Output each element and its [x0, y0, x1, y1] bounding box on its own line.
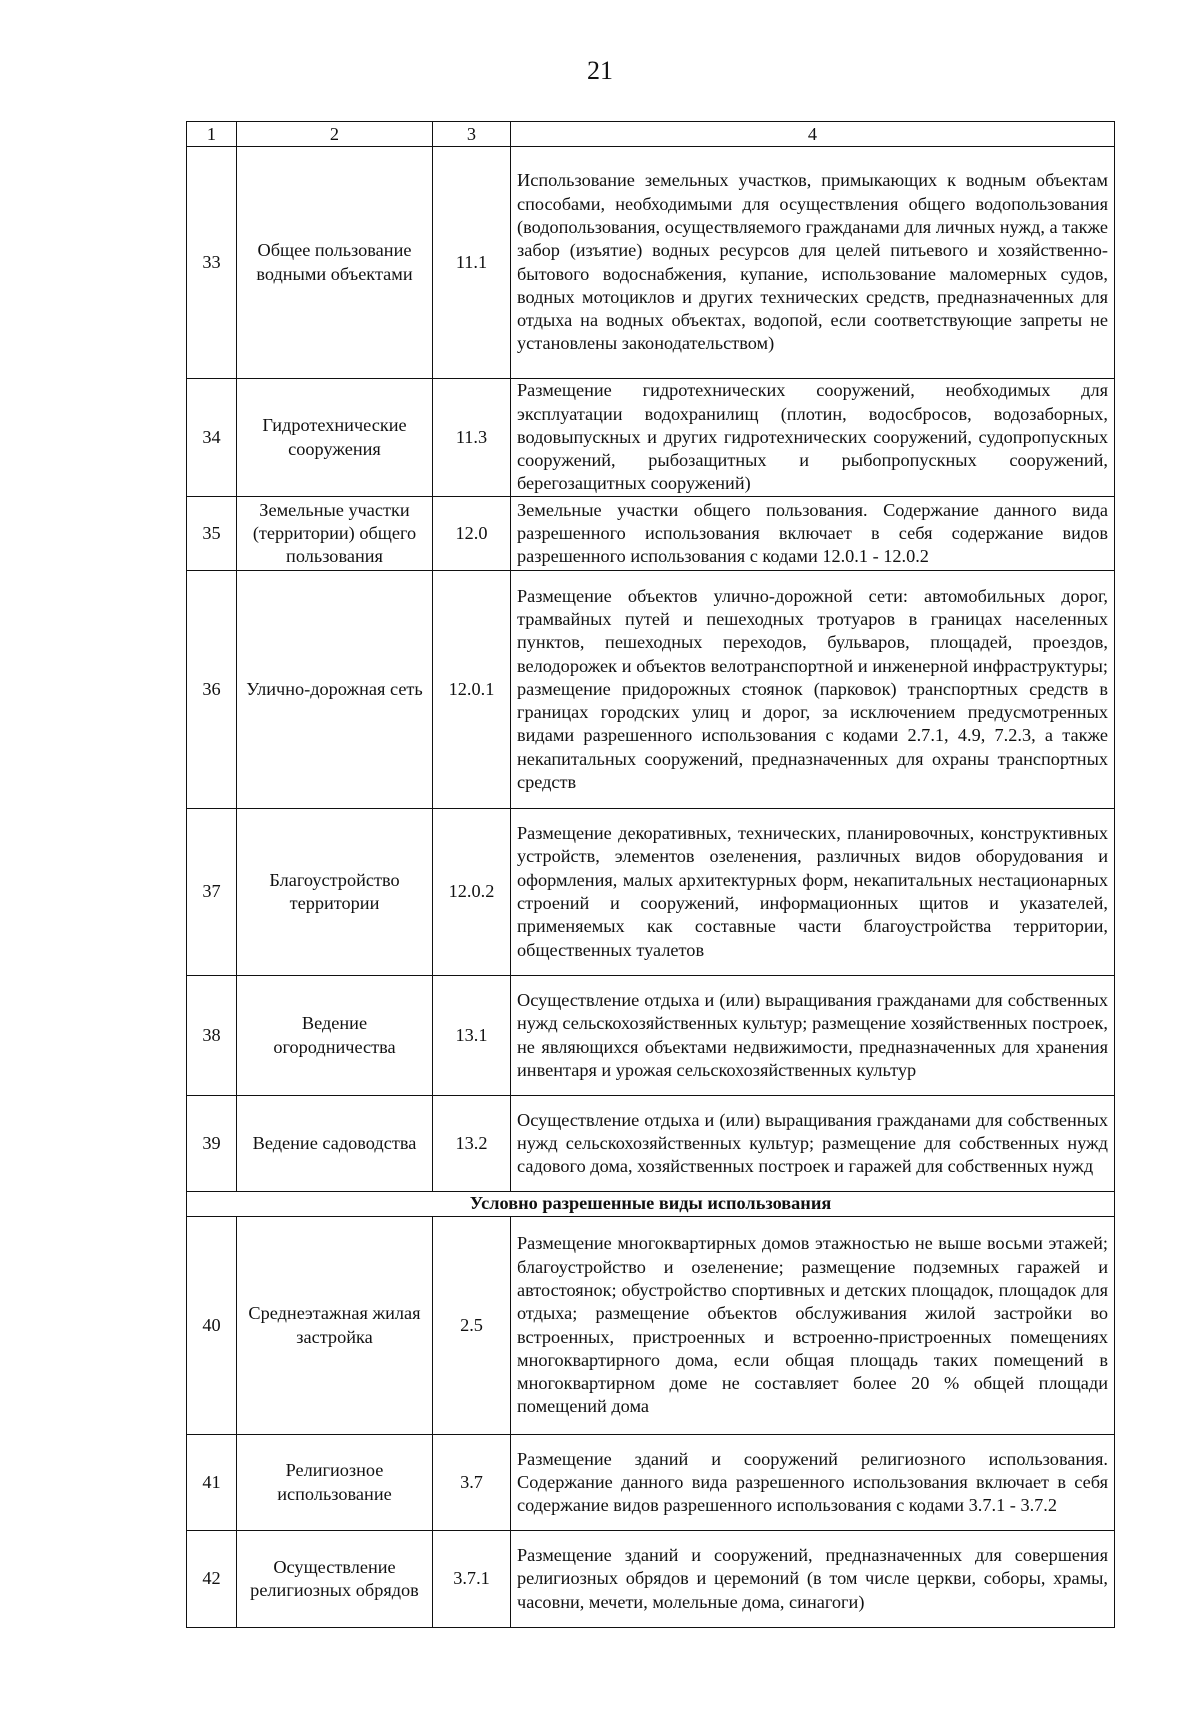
column-header: 1	[187, 122, 237, 147]
row-number: 39	[187, 1096, 237, 1192]
use-type-name: Земельные участки (территории) общего пользования	[237, 497, 433, 571]
row-number: 33	[187, 147, 237, 379]
use-type-description: Использование земельных участков, примыкающих к водным объектам способами, необходимыми для осуществления общего водопользования (водопользования, осуществляемого гражданами для личных нужд, а также забор (изъятие) водных ресурсов для целей питьевого и хозяйственно-бытового водоснабжения, купание, использование маломерных судов, водных мотоциклов и других технических средств, предназначенных для отдыха на водных объектах, водопой, если соответствующие запреты не установлены законодательством)	[511, 147, 1115, 379]
use-type-name: Религиозное использование	[237, 1435, 433, 1531]
column-header: 3	[433, 122, 511, 147]
row-number: 35	[187, 497, 237, 571]
use-type-name: Улично-дорожная сеть	[237, 571, 433, 809]
land-use-table	[186, 121, 1115, 1628]
section-header-row	[187, 1192, 1115, 1217]
use-type-code: 12.0.2	[433, 809, 511, 976]
use-type-code: 3.7.1	[433, 1531, 511, 1628]
table-row	[187, 1217, 1115, 1435]
use-type-description: Земельные участки общего пользования. Содержание данного вида разрешенного использования включает в себя содержание видов разрешенного использования с кодами 12.0.1 - 12.0.2	[511, 497, 1115, 571]
use-type-name: Гидротехнические сооружения	[237, 379, 433, 497]
page-number: 21	[587, 56, 613, 85]
use-type-code: 12.0.1	[433, 571, 511, 809]
row-number: 34	[187, 379, 237, 497]
row-number: 40	[187, 1217, 237, 1435]
section-title: Условно разрешенные виды использования	[187, 1192, 1115, 1217]
table-row	[187, 379, 1115, 497]
use-type-description: Осуществление отдыха и (или) выращивания гражданами для собственных нужд сельскохозяйственных культур; размещение хозяйственных построек, не являющихся объектами недвижимости, предназначенных для хранения инвентаря и урожая сельскохозяйственных культур	[511, 976, 1115, 1096]
table-row	[187, 147, 1115, 379]
table-row	[187, 1531, 1115, 1628]
use-type-code: 13.2	[433, 1096, 511, 1192]
use-type-description: Осуществление отдыха и (или) выращивания гражданами для собственных нужд сельскохозяйственных культур; размещение для собственных нужд садового дома, хозяйственных построек и гаражей для собственных нужд	[511, 1096, 1115, 1192]
use-type-name: Ведение огородничества	[237, 976, 433, 1096]
table-row	[187, 976, 1115, 1096]
use-type-code: 12.0	[433, 497, 511, 571]
row-number: 42	[187, 1531, 237, 1628]
use-type-code: 2.5	[433, 1217, 511, 1435]
use-type-code: 11.1	[433, 147, 511, 379]
row-number: 37	[187, 809, 237, 976]
row-number: 38	[187, 976, 237, 1096]
use-type-name: Осуществление религиозных обрядов	[237, 1531, 433, 1628]
use-type-name: Среднеэтажная жилая застройка	[237, 1217, 433, 1435]
use-type-name: Общее пользование водными объектами	[237, 147, 433, 379]
use-type-description: Размещение зданий и сооружений, предназначенных для совершения религиозных обрядов и церемоний (в том числе церкви, соборы, храмы, часовни, мечети, молельные дома, синагоги)	[511, 1531, 1115, 1628]
table-row	[187, 1096, 1115, 1192]
table-row	[187, 809, 1115, 976]
column-header: 4	[511, 122, 1115, 147]
table-row	[187, 1435, 1115, 1531]
row-number: 36	[187, 571, 237, 809]
use-type-description: Размещение зданий и сооружений религиозного использования. Содержание данного вида разрешенного использования включает в себя содержание видов разрешенного использования с кодами 3.7.1 - 3.7.2	[511, 1435, 1115, 1531]
table-header-row	[187, 122, 1115, 147]
row-number: 41	[187, 1435, 237, 1531]
use-type-code: 13.1	[433, 976, 511, 1096]
use-type-name: Благоустройство территории	[237, 809, 433, 976]
use-type-description: Размещение гидротехнических сооружений, необходимых для эксплуатации водохранилищ (плотин, водосбросов, водозаборных, водовыпускных и других гидротехнических сооружений, судопропускных сооружений, рыбозащитных и рыбопропускных сооружений, берегозащитных сооружений)	[511, 379, 1115, 497]
table-row	[187, 571, 1115, 809]
use-type-code: 3.7	[433, 1435, 511, 1531]
use-type-description: Размещение многоквартирных домов этажностью не выше восьми этажей; благоустройство и озеленение; размещение подземных гаражей и автостоянок; обустройство спортивных и детских площадок, площадок для отдыха; размещение объектов обслуживания жилой застройки во встроенных, пристроенных и встроенно-пристроенных помещениях многоквартирного дома, если общая площадь таких помещений в многоквартирном доме не составляет более 20 % общей площади помещений дома	[511, 1217, 1115, 1435]
column-header: 2	[237, 122, 433, 147]
use-type-description: Размещение декоративных, технических, планировочных, конструктивных устройств, элементов озеленения, различных видов оборудования и оформления, малых архитектурных форм, некапитальных нестационарных строений и сооружений, информационных щитов и указателей, применяемых как составные части благоустройства территории, общественных туалетов	[511, 809, 1115, 976]
table-row	[187, 497, 1115, 571]
use-type-code: 11.3	[433, 379, 511, 497]
use-type-description: Размещение объектов улично-дорожной сети: автомобильных дорог, трамвайных путей и пешеходных тротуаров в границах населенных пунктов, пешеходных переходов, бульваров, площадей, проездов, велодорожек и объектов велотранспортной и инженерной инфраструктуры; размещение придорожных стоянок (парковок) транспортных средств в границах городских улиц и дорог, за исключением предусмотренных видами разрешенного использования с кодами 2.7.1, 4.9, 7.2.3, а также некапитальных сооружений, предназначенных для охраны транспортных средств	[511, 571, 1115, 809]
use-type-name: Ведение садоводства	[237, 1096, 433, 1192]
